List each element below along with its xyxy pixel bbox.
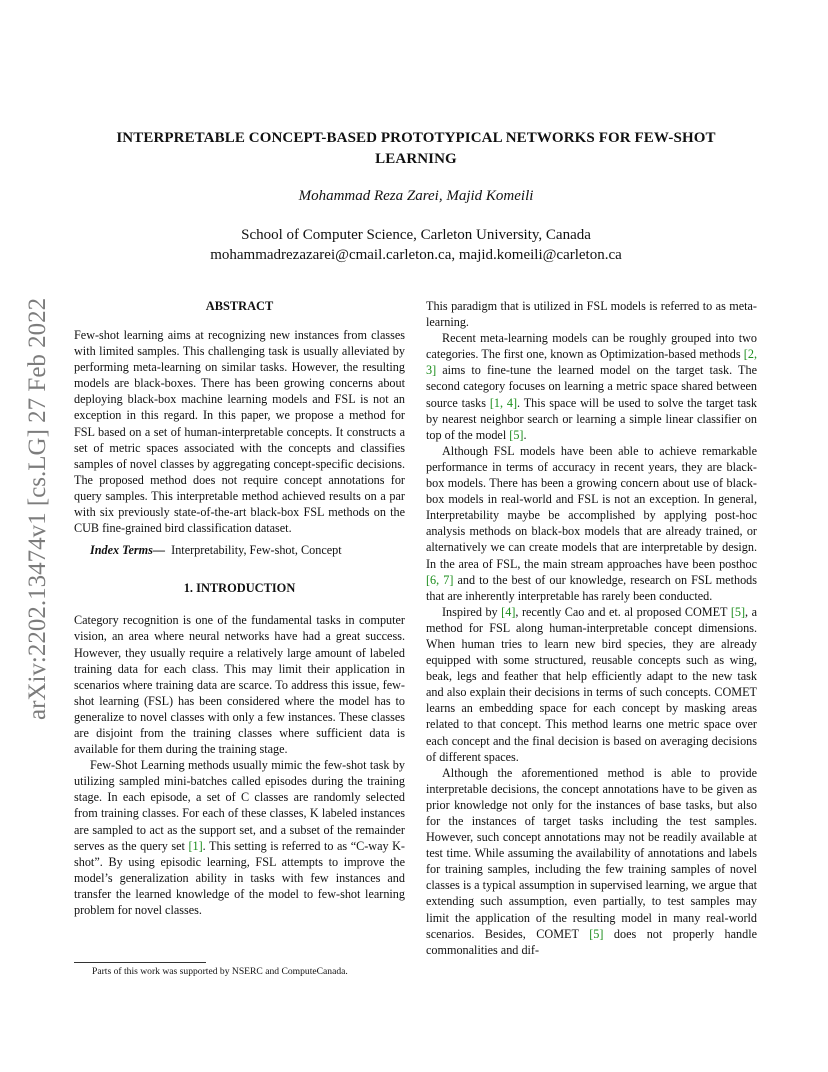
right-paragraph-3: Although FSL models have been able to achieve remarkable performance in terms of accuracy in recent years, they are black-box models. There has been a growing concern about use of black-box models in real-world and FSL is not an exception. In general, Interpretability maybe be accomplished by applying post-hoc analysis methods on black-box models that are already trained, or alternatively we can create models that are interpretable by design. In the area of FSL, the main stream approaches have been posthoc [6, 7] and to the best of our knowledge, research on FSL methods that are inherently interpretable has rarely been conducted. (426, 443, 757, 603)
right-column (426, 298, 757, 958)
right-paragraph-4: Inspired by [4], recently Cao and et. al proposed COMET [5], a method for FSL along human-interpretable concept dimensions. When human tries to learn new bird species, they are already equipped with some structured, reusable concepts such as wing, beak, legs and feather that help efficiently adapt to the new task and also explain their decisions in terms of such concepts. COMET learns an embedding space for each concept by masking areas related to that concept. This method learns one metric space over each concept and the final decision is based on averaging decisions of different spaces. (426, 604, 758, 764)
footnote: Parts of this work was supported by NSERC and ComputeCanada. (92, 966, 348, 977)
right-paragraph-5: Although the aforementioned method is able to provide interpretable decisions, the concept annotations have to be given as prior knowledge not only for the instances of base tasks, but also for the instances of target tasks including the test samples. However, such concept annotations may not be readily available at test time. While assuming the availability of annotations and labels for training samples, including the few training samples of novel classes is a typical assumption in supervised learning, we argue that extending such assumption, even partially, to test samples may limit the application of the resulting model in many real-world scenarios. Besides, COMET [5] does not properly handle commonalities and dif- (426, 765, 757, 957)
citation-link[interactable]: [4] (501, 604, 516, 619)
index-terms-label: Index Terms— (90, 543, 166, 558)
index-terms-values: Interpretability, Few-shot, Concept (171, 543, 342, 558)
introduction-heading: 1. INTRODUCTION (183, 581, 296, 596)
author-list: Mohammad Reza Zarei, Majid Komeili (298, 188, 534, 204)
affiliation: School of Computer Science, Carleton University, Canada (241, 227, 591, 243)
citation-link[interactable]: [5] (730, 604, 746, 619)
citation-link[interactable]: [6, 7] (426, 572, 454, 587)
citation-link[interactable]: [1, 4] (489, 395, 518, 410)
abstract-heading: ABSTRACT (205, 299, 274, 313)
left-column (74, 298, 405, 918)
citation-link[interactable]: [1] (188, 838, 203, 853)
right-paragraph-2: Recent meta-learning models can be roughly grouped into two categories. The first one, known as Optimization-based methods [2, 3] aims to fine-tune the learned model on the target task. The second category focuses on learning a metric space shared between source tasks [1, 4]. This space will be used to solve the target task by nearest neighbor search or learning a simple linear classifier on top of the model [5]. (426, 331, 757, 442)
footnote-rule (74, 962, 206, 963)
affiliation-block (88, 225, 744, 265)
citation-link[interactable]: [5] (509, 427, 524, 442)
intro-paragraph-2: Few-Shot Learning methods usually mimic the few-shot task by utilizing sampled mini-batches called episodes during the training stage. In each episode, a set of C classes are randomly selected from training classes. For each of these classes, K labeled instances are sampled to act as the support set, and a subset of the remainder serves as the query set [1]. This setting is referred to as “C-way K-shot”. By using episodic learning, FSL attempts to improve the model’s generalization ability in tasks with few instances and transfer the learned knowledge of the model to few-shot learning problem for novel classes. (74, 758, 405, 917)
index-terms (74, 542, 405, 558)
right-paragraph-1: This paradigm that is utilized in FSL models is referred to as meta-learning. (426, 299, 757, 330)
intro-paragraph-1: Category recognition is one of the fundamental tasks in computer vision, an area where neural networks have had a great success. However, they usually require a relatively large amount of labeled training data for each class. This may limit their application in scenarios where training data are scarce. To address this issue, few-shot learning (FSL) has been considered where the model has to generalize to novel classes with only a few instances. These classes are disjoint from the training classes where sufficient data is available for them during the training stage. (74, 613, 405, 757)
citation-link[interactable]: [5] (589, 926, 604, 941)
title-line-1: INTERPRETABLE CONCEPT-BASED PROTOTYPICAL NETWORKS FOR FEW-SHOT (116, 130, 716, 146)
citation-link[interactable]: [2, 3] (426, 347, 757, 378)
arxiv-stamp: arXiv:2202.13474v1 [cs.LG] 27 Feb 2022 (24, 297, 51, 721)
paper-title (88, 128, 744, 170)
abstract-text: Few-shot learning aims at recognizing new instances from classes with limited samples. This challenging task is usually alleviated by performing meta-learning on similar tasks. However, the resulting models are black-boxes. There has been growing concerns about deploying black-box machine learning models and FSL is not an exception in this regard. In this paper, we propose a method for FSL based on a set of human-interpretable concepts. It constructs a set of metric spaces associated with the concepts and classifies samples of novel classes by aggregating concept-specific decisions. The proposed method does not require concept annotations for query samples. This interpretable method achieved results on a par with six previously state-of-the-art black-box FSL methods on the CUB fine-grained bird classification dataset. (74, 328, 405, 536)
title-line-2: LEARNING (375, 151, 457, 167)
emails: mohammadrezazarei@cmail.carleton.ca, majid.komeili@carleton.ca (210, 247, 622, 263)
